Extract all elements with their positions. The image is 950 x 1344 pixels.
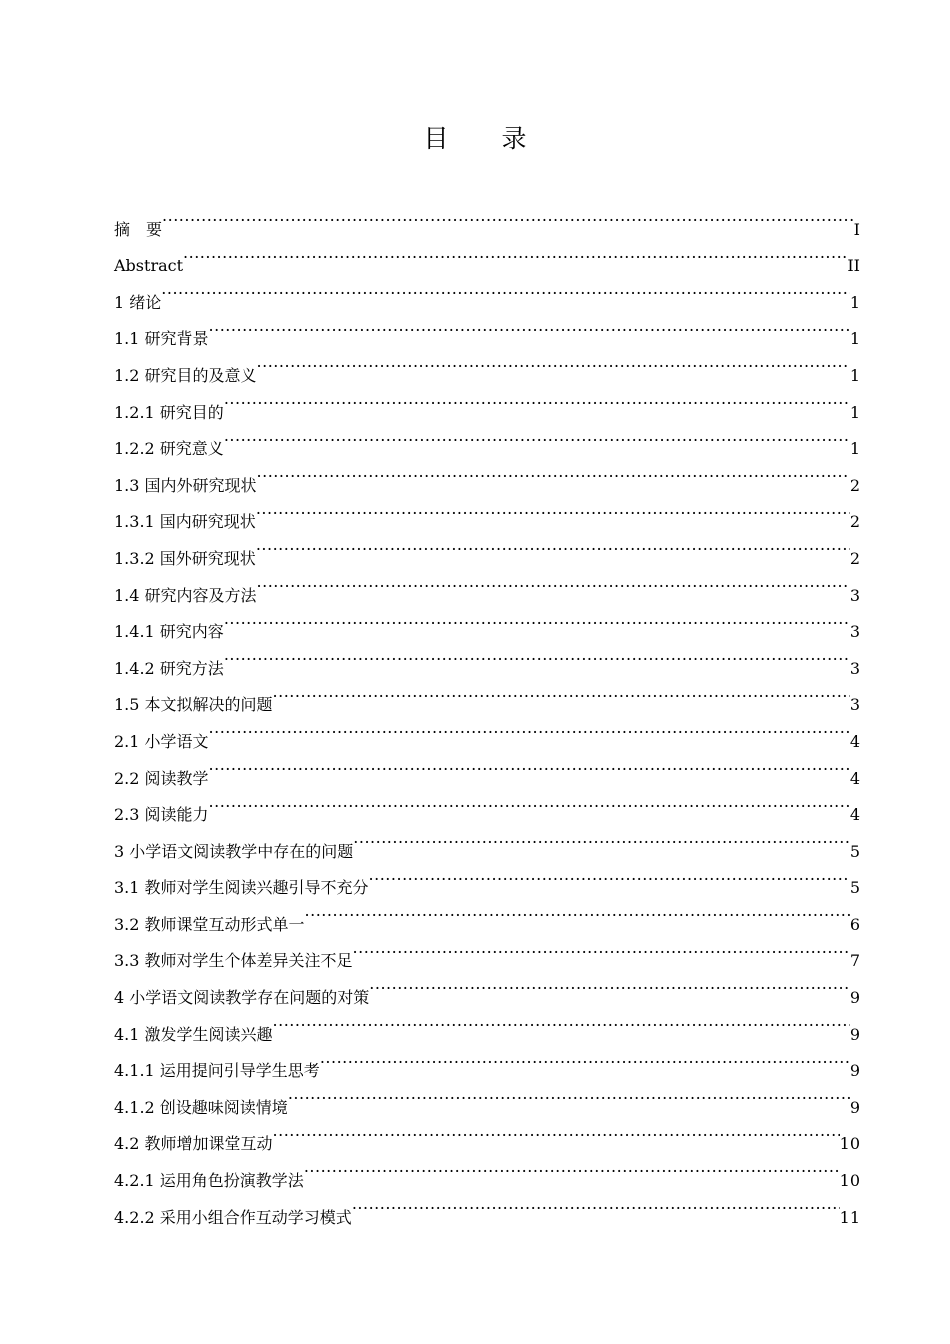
toc-entry-label: 4.2.2 采用小组合作互动学习模式 — [114, 1207, 352, 1227]
toc-entry-label: 1 绪论 — [114, 292, 162, 312]
toc-entry-page-number: 9 — [849, 1097, 860, 1117]
dot-leader — [209, 747, 850, 784]
dot-leader — [209, 784, 850, 821]
toc-entry-label: 1.2.1 研究目的 — [114, 402, 224, 422]
toc-entry-label: 4.2.1 运用角色扮演教学法 — [114, 1171, 304, 1191]
toc-entry-label: 1.4.1 研究内容 — [114, 622, 224, 642]
toc-entry-label: 4.1.2 创设趣味阅读情境 — [114, 1097, 288, 1117]
toc-entry-page-number: 3 — [849, 695, 860, 715]
toc-entry[interactable] — [114, 784, 860, 825]
dot-leader — [353, 820, 850, 857]
toc-entry[interactable] — [114, 710, 860, 751]
toc-entry-page-number: 3 — [849, 622, 860, 642]
dot-leader — [352, 1186, 840, 1223]
toc-entry-label: 1.3 国内外研究现状 — [114, 475, 257, 495]
toc-entry-label: 1.2.2 研究意义 — [114, 439, 224, 459]
dot-leader — [304, 1149, 840, 1186]
toc-entry-label: 3.2 教师课堂互动形式单一 — [114, 914, 305, 934]
dot-leader — [224, 418, 850, 455]
toc-entry-page-number: 6 — [849, 914, 860, 934]
toc-entry-page-number: 1 — [849, 292, 860, 312]
toc-entry[interactable] — [114, 637, 860, 678]
dot-leader — [288, 1076, 850, 1113]
toc-entry-label: 1.5 本文拟解决的问题 — [114, 695, 273, 715]
toc-entry-page-number: 2 — [849, 512, 860, 532]
toc-entry-label: 4.2 教师增加课堂互动 — [114, 1134, 273, 1154]
toc-entry[interactable] — [114, 418, 860, 459]
toc-entry-label: 1.2 研究目的及意义 — [114, 365, 257, 385]
toc-entry[interactable] — [114, 601, 860, 642]
toc-entry-page-number: 9 — [849, 1024, 860, 1044]
toc-entry-page-number: 9 — [849, 988, 860, 1008]
toc-entry-label: 1.4.2 研究方法 — [114, 658, 224, 678]
toc-entry-label: 1.4 研究内容及方法 — [114, 585, 257, 605]
dot-leader — [183, 235, 847, 272]
toc-entry-label: 1.3.1 国内研究现状 — [114, 512, 256, 532]
toc-entry-label: Abstract — [114, 256, 184, 276]
dot-leader — [256, 527, 850, 564]
dot-leader — [256, 491, 850, 528]
table-of-contents — [114, 198, 860, 1227]
toc-entry-label: 1.3.2 国外研究现状 — [114, 548, 256, 568]
dot-leader — [369, 966, 850, 1003]
dot-leader — [320, 1040, 850, 1077]
toc-entry-label: 3.1 教师对学生阅读兴趣引导不充分 — [114, 878, 369, 898]
toc-entry-page-number: 4 — [849, 731, 860, 751]
dot-leader — [224, 637, 850, 674]
toc-entry-page-number: 3 — [849, 658, 860, 678]
toc-entry-page-number: 5 — [849, 878, 860, 898]
toc-entry-page-number: 11 — [839, 1207, 860, 1227]
dot-leader — [257, 344, 850, 381]
toc-entry[interactable] — [114, 747, 860, 788]
toc-entry-page-number: 10 — [839, 1171, 860, 1191]
toc-entry-page-number: I — [853, 219, 860, 239]
dot-leader — [224, 381, 850, 418]
toc-entry-label: 3 小学语文阅读教学中存在的问题 — [114, 841, 354, 861]
toc-entry[interactable] — [114, 674, 860, 715]
toc-entry[interactable] — [114, 308, 860, 349]
toc-entry-page-number: 3 — [849, 585, 860, 605]
dot-leader — [305, 893, 850, 930]
dot-leader — [273, 1113, 840, 1150]
toc-entry-label: 2.2 阅读教学 — [114, 768, 209, 788]
toc-entry-label: 2.3 阅读能力 — [114, 805, 209, 825]
toc-entry-page-number: 9 — [849, 1061, 860, 1081]
dot-leader — [209, 710, 850, 747]
dot-leader — [273, 1003, 850, 1040]
toc-entry-page-number: 7 — [849, 951, 860, 971]
toc-entry-page-number: 2 — [849, 548, 860, 568]
toc-entry-page-number: 1 — [849, 402, 860, 422]
dot-leader — [257, 454, 850, 491]
dot-leader — [273, 674, 850, 711]
toc-entry-page-number: II — [847, 256, 860, 276]
dot-leader — [257, 564, 850, 601]
toc-entry[interactable] — [114, 344, 860, 385]
toc-entry[interactable] — [114, 271, 860, 312]
toc-entry[interactable] — [114, 820, 860, 861]
toc-entry-page-number: 1 — [849, 439, 860, 459]
dot-leader — [224, 601, 850, 638]
toc-entry-label: 4 小学语文阅读教学存在问题的对策 — [114, 988, 370, 1008]
dot-leader — [209, 308, 850, 345]
toc-entry[interactable] — [114, 235, 860, 276]
toc-entry-page-number: 2 — [849, 475, 860, 495]
toc-entry[interactable] — [114, 454, 860, 495]
toc-entry-page-number: 10 — [839, 1134, 860, 1154]
toc-entry-page-number: 1 — [849, 365, 860, 385]
toc-entry-page-number: 5 — [849, 841, 860, 861]
dot-leader — [369, 857, 850, 894]
toc-entry-label: 摘 要 — [114, 219, 163, 239]
toc-entry-label: 1.1 研究背景 — [114, 329, 209, 349]
toc-entry-label: 3.3 教师对学生个体差异关注不足 — [114, 951, 353, 971]
dot-leader — [353, 930, 850, 967]
dot-leader — [162, 198, 854, 235]
toc-entry-page-number: 4 — [849, 768, 860, 788]
toc-entry[interactable] — [114, 381, 860, 422]
toc-entry-label: 2.1 小学语文 — [114, 731, 209, 751]
toc-entry-page-number: 1 — [849, 329, 860, 349]
toc-entry[interactable] — [114, 198, 860, 239]
toc-entry-label: 4.1.1 运用提问引导学生思考 — [114, 1061, 320, 1081]
page-title: 目 录 — [423, 124, 541, 153]
toc-entry-label: 4.1 激发学生阅读兴趣 — [114, 1024, 273, 1044]
dot-leader — [161, 271, 850, 308]
toc-entry-page-number: 4 — [849, 805, 860, 825]
